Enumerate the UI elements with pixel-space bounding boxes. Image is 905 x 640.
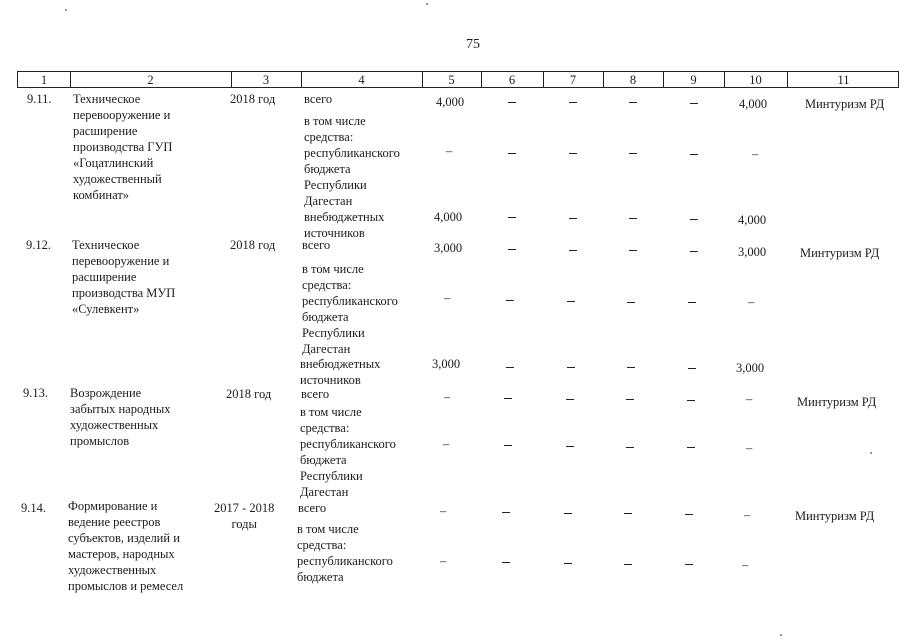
source-label: всего: [301, 387, 330, 401]
row-executor: Минтуризм РД: [797, 395, 877, 409]
value-col10: 3,000: [736, 361, 765, 375]
dash-mark: [508, 249, 516, 250]
dash-mark: [629, 218, 637, 219]
row-period: 2018 год: [226, 387, 272, 401]
dash-mark: [567, 367, 575, 368]
page-number: 75: [466, 37, 480, 52]
row-executor: Минтуризм РД: [805, 97, 885, 111]
value-col10: –: [746, 392, 753, 406]
value-col5: 3,000: [434, 241, 463, 255]
header-cell-1: 1: [40, 73, 48, 87]
table-header-row: [17, 71, 899, 88]
value-col10: 3,000: [738, 245, 767, 259]
dash-mark: [566, 399, 574, 400]
dash-mark: [690, 103, 698, 104]
dash-mark: [504, 398, 512, 399]
dash-mark: [626, 399, 634, 400]
source-label: в том числе средства: республиканского бюджета Республики Дагестан: [304, 114, 400, 208]
dash-mark: [685, 514, 693, 515]
value-col10: –: [742, 558, 749, 572]
header-cell-10: 10: [749, 73, 762, 87]
dash-mark: [685, 564, 693, 565]
value-col5: –: [446, 144, 453, 158]
dash-mark: [690, 219, 698, 220]
value-col5: 4,000: [436, 95, 465, 109]
dash-mark: [688, 368, 696, 369]
dash-mark: [626, 447, 634, 448]
dash-mark: [688, 302, 696, 303]
row-title: Техническое перевооружение и расширение производства ГУП «Гоцатлинский художественный комбинат»: [73, 92, 173, 202]
value-col5: –: [444, 291, 451, 305]
value-col10: 4,000: [739, 97, 768, 111]
dash-mark: [687, 447, 695, 448]
value-col5: –: [440, 554, 447, 568]
value-col5: –: [443, 437, 450, 451]
dash-mark: [502, 512, 510, 513]
header-cell-6: 6: [508, 73, 516, 87]
row-number: 9.12.: [26, 238, 51, 252]
scan-speck: [426, 3, 428, 5]
value-col5: –: [444, 390, 451, 404]
dash-mark: [564, 563, 572, 564]
source-label: всего: [304, 92, 333, 106]
header-cell-2: 2: [147, 73, 154, 87]
value-col10: –: [746, 441, 753, 455]
dash-mark: [690, 251, 698, 252]
dash-mark: [508, 217, 516, 218]
dash-mark: [624, 513, 632, 514]
dash-mark: [629, 250, 637, 251]
dash-mark: [569, 218, 577, 219]
source-label: всего: [298, 501, 327, 515]
scan-speck: [65, 9, 67, 11]
header-cell-7: 7: [569, 73, 577, 87]
value-col5: –: [440, 504, 447, 518]
source-label: в том числе средства: республиканского бюджета Республики Дагестан: [300, 405, 396, 499]
dash-mark: [504, 445, 512, 446]
dash-mark: [508, 153, 516, 154]
value-col10: –: [748, 295, 755, 309]
header-cell-8: 8: [629, 73, 637, 87]
dash-mark: [506, 300, 514, 301]
row-executor: Минтуризм РД: [795, 509, 875, 523]
dash-mark: [567, 301, 575, 302]
row-number: 9.14.: [21, 501, 46, 515]
row-executor: Минтуризм РД: [800, 246, 880, 260]
value-col10: –: [752, 147, 759, 161]
header-cell-4: 4: [358, 73, 365, 87]
row-period: 2018 год: [230, 238, 276, 252]
header-cell-11: 11: [837, 73, 850, 87]
source-label: внебюджетных источников: [300, 357, 381, 387]
value-col5: 4,000: [434, 210, 463, 224]
dash-mark: [502, 562, 510, 563]
row-title: Возрождение забытых народных художественных промыслов: [70, 386, 171, 448]
source-label: всего: [302, 238, 331, 252]
dash-mark: [629, 102, 637, 103]
header-cell-9: 9: [690, 73, 697, 87]
header-cell-5: 5: [448, 73, 455, 87]
dash-mark: [627, 302, 635, 303]
dash-mark: [569, 250, 577, 251]
value-col10: –: [744, 508, 751, 522]
dash-mark: [569, 102, 577, 103]
row-title: Техническое перевооружение и расширение производства МУП «Сулевкент»: [72, 238, 176, 316]
source-label: внебюджетных источников: [304, 210, 385, 240]
dash-mark: [508, 102, 516, 103]
dash-mark: [687, 400, 695, 401]
dash-mark: [564, 513, 572, 514]
value-col5: 3,000: [432, 357, 461, 371]
dash-mark: [569, 153, 577, 154]
scan-speck: [870, 452, 872, 454]
scan-speck: [780, 634, 782, 636]
value-col10: 4,000: [738, 213, 767, 227]
source-label: в том числе средства: республиканского бюджета Республики Дагестан: [302, 262, 398, 356]
header-cell-3: 3: [262, 73, 270, 87]
dash-mark: [566, 446, 574, 447]
dash-mark: [624, 564, 632, 565]
row-period: 2018 год: [230, 92, 276, 106]
source-label: в том числе средства: республиканского бюджета: [297, 522, 393, 584]
dash-mark: [690, 154, 698, 155]
dash-mark: [627, 367, 635, 368]
row-period: 2017 - 2018 годы: [214, 501, 275, 531]
dash-mark: [629, 153, 637, 154]
row-number: 9.13.: [23, 386, 48, 400]
dash-mark: [506, 367, 514, 368]
row-number: 9.11.: [27, 92, 52, 106]
row-title: Формирование и ведение реестров субъектов, изделий и мастеров, народных художественных промыслов и ремесел: [68, 499, 184, 593]
